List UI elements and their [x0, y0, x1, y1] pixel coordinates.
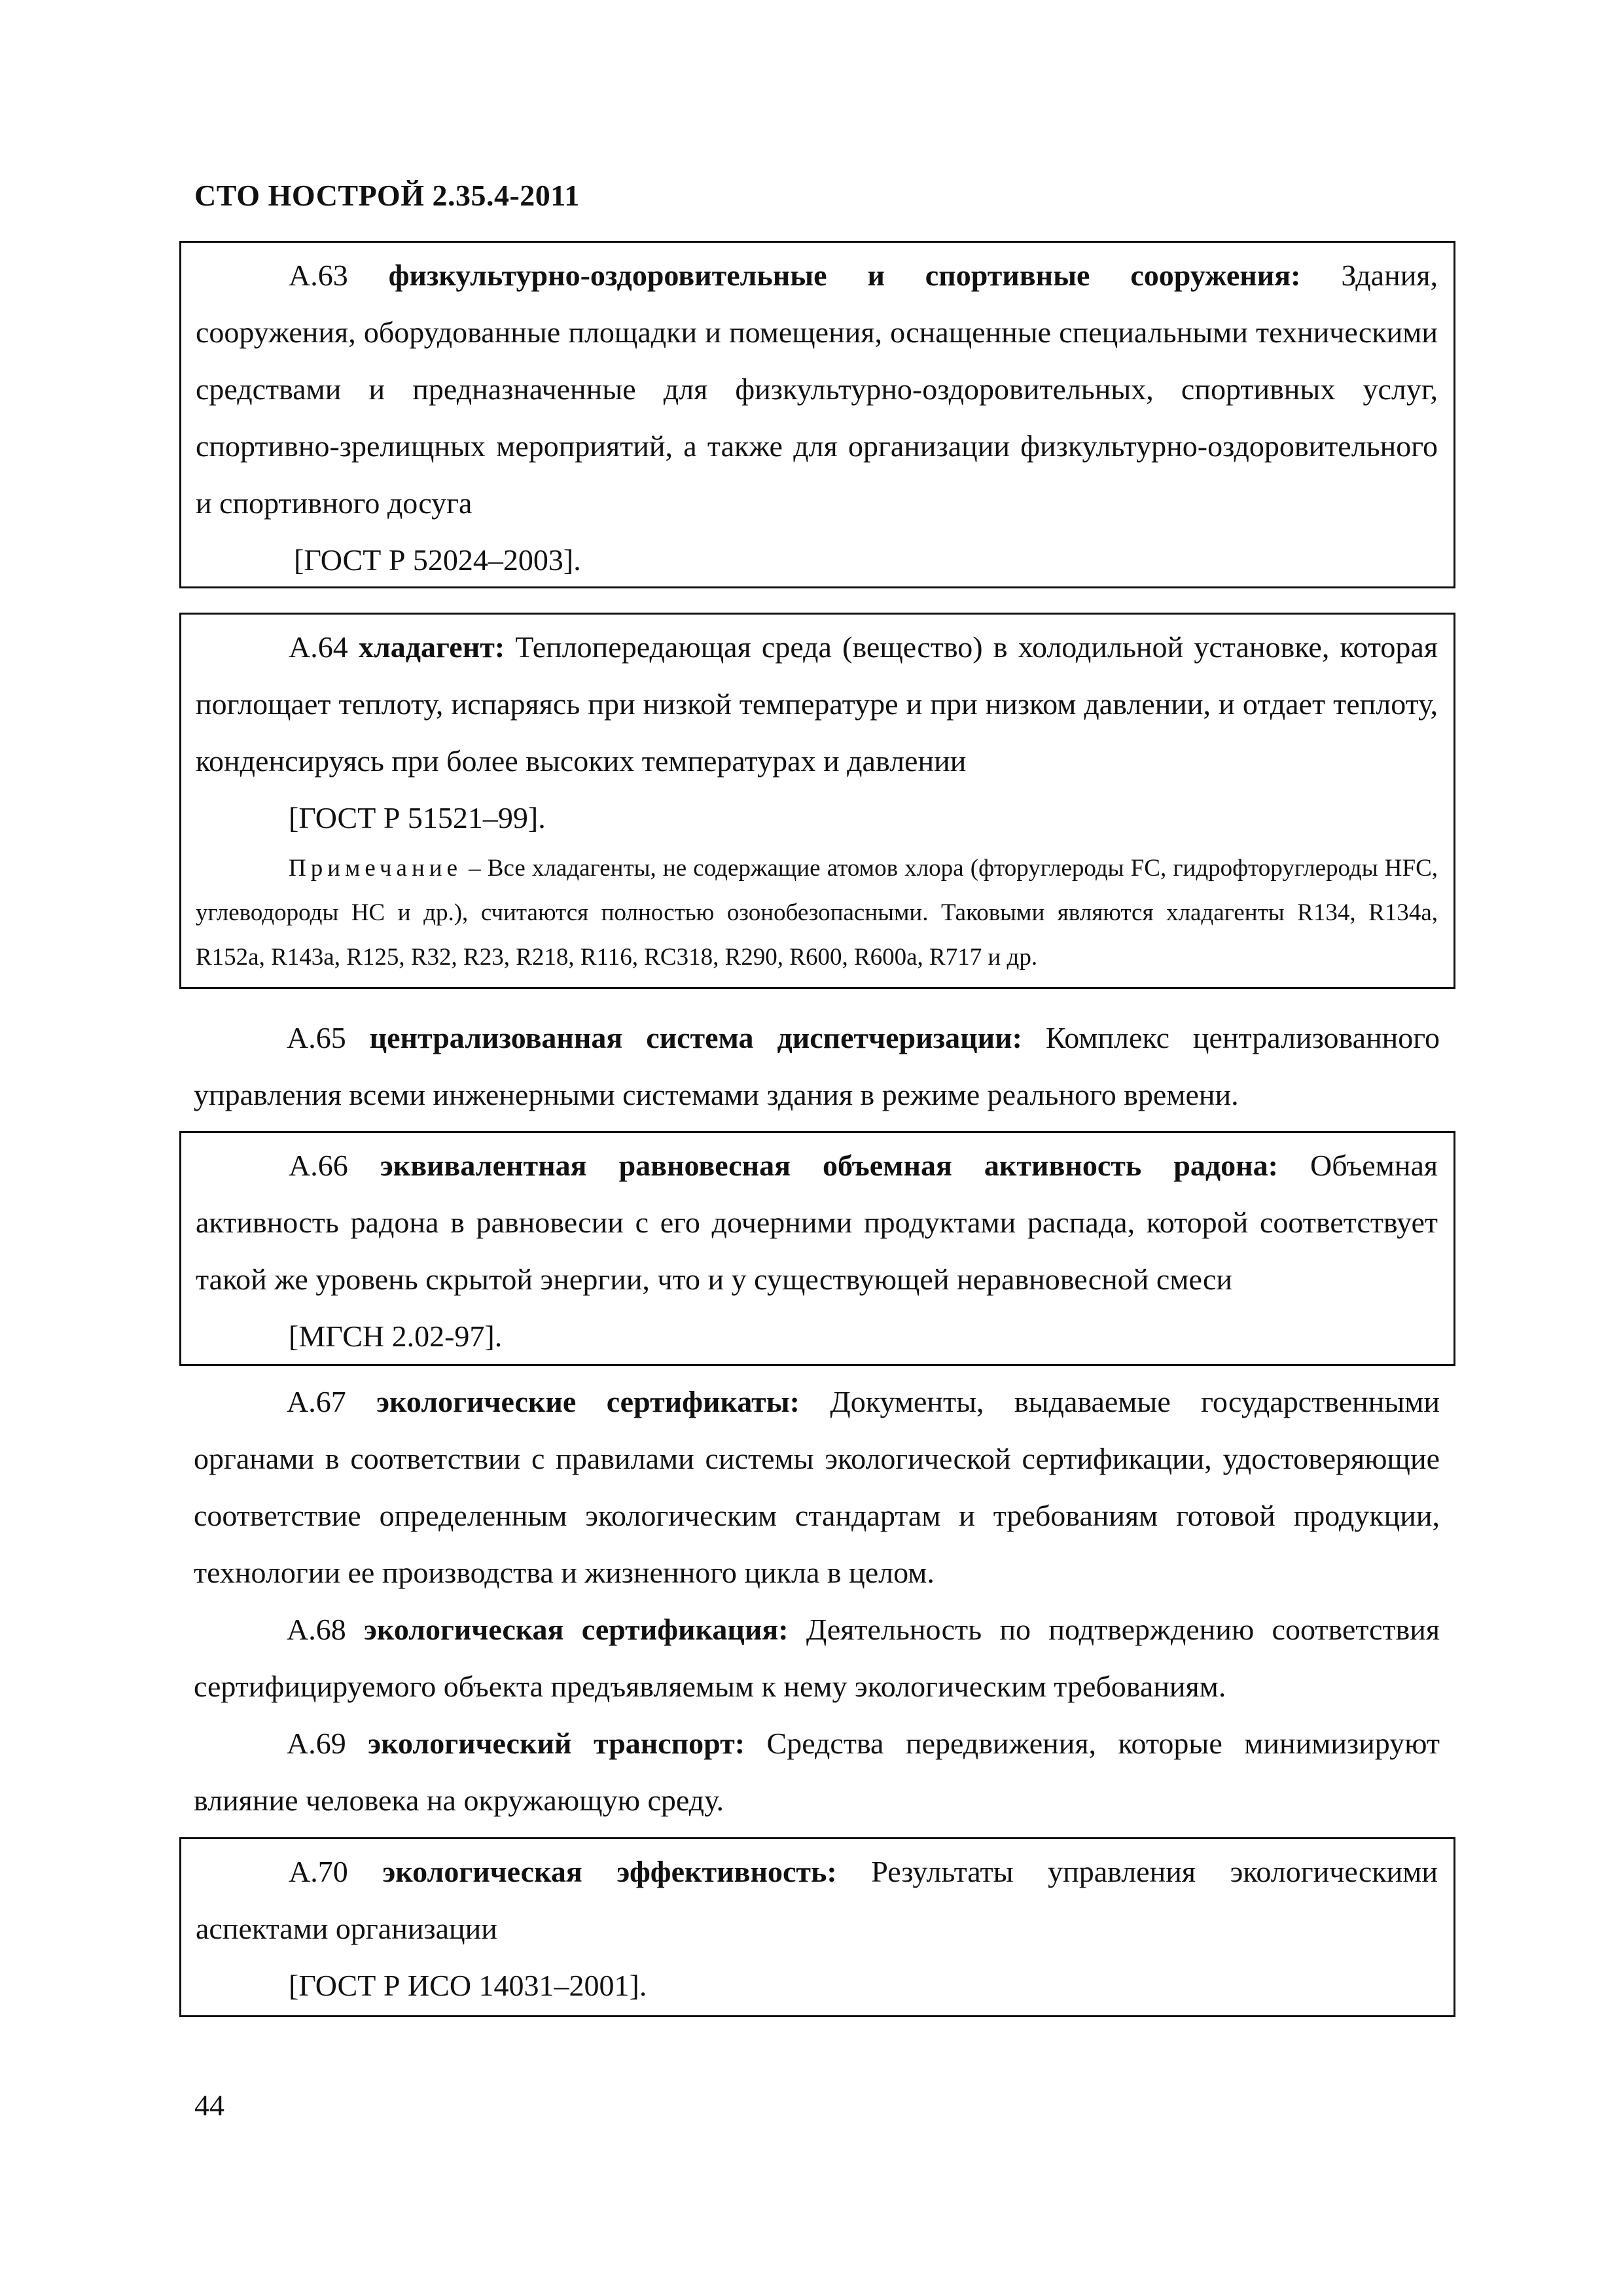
note-text: – Все хладагенты, не содержащие атомов хлора (фторуглероды FC, гидрофторуглероды HFC, углеводороды HC и др.), считаются полностью озонобезопасными. Таковыми являются хладагенты R134, R134a, R152a, R143a, R125, R32, R23, R218, R116, RC318, R290, R600, R600a, R717 и др. — [196, 855, 1438, 971]
term-number: А.69 — [287, 1727, 346, 1760]
term-title: экологическая сертификация: — [364, 1613, 789, 1646]
term-box-a64 — [179, 613, 1455, 989]
term-definition: Документы, выдаваемые государственными органами в соответствии с правилами системы экологической сертификации, удостоверяющие соответствие определенным экологическим стандартам и требованиям готовой продукции, технологии ее производства и жизненного цикла в целом. — [194, 1385, 1440, 1589]
term-box-a63 — [179, 241, 1455, 588]
term-title: хладагент: — [358, 630, 505, 664]
term-reference: [ГОСТ Р 52024–2003]. — [294, 543, 581, 577]
term-definition: Комплекс централизованного управления всеми инженерными системами здания в режиме реального времени. — [194, 1021, 1440, 1111]
term-number: А.63 — [289, 259, 348, 292]
term-paragraph — [196, 1843, 1438, 1957]
term-title: централизованная система диспетчеризации: — [369, 1021, 1022, 1054]
term-title: экологическая эффективность: — [382, 1855, 837, 1888]
term-definition: Здания, сооружения, оборудованные площадки и помещения, оснащенные специальными техническими средствами и предназначенные для физкультурно-оздоровительных, спортивных услуг, спортивно-зрелищных мероприятий, а также для организации физкультурно-оздоровительного и спортивного досуга — [196, 259, 1438, 520]
term-definition: Деятельность по подтверждению соответствия сертифицируемого объекта предъявляемым к нему экологическим требованиям. — [194, 1613, 1440, 1703]
term-paragraph — [194, 1373, 1440, 1601]
term-definition: Теплопередающая среда (вещество) в холодильной установке, которая поглощает теплоту, испаряясь при низкой температуре и при низком давлении, и отдает теплоту, конденсируясь при более высоких температурах и давлении — [196, 630, 1438, 778]
term-title: экологические сертификаты: — [376, 1385, 800, 1418]
term-paragraph — [194, 1009, 1440, 1123]
term-title: эквивалентная равновесная объемная активность радона: — [380, 1149, 1278, 1182]
term-paragraph — [196, 619, 1438, 789]
term-number: А.66 — [289, 1149, 348, 1182]
term-number: А.67 — [287, 1385, 346, 1418]
term-block-a67-a69 — [179, 1373, 1455, 1829]
term-paragraph — [194, 1715, 1440, 1829]
term-note — [196, 846, 1438, 980]
term-paragraph — [196, 247, 1438, 531]
document-header: СТО НОСТРОЙ 2.35.4-2011 — [194, 179, 580, 212]
term-number: А.70 — [289, 1855, 348, 1888]
term-definition: Средства передвижения, которые минимизируют влияние человека на окружающую среду. — [194, 1727, 1440, 1817]
term-number: А.64 — [289, 630, 348, 664]
term-box-a66 — [179, 1131, 1455, 1366]
term-title: экологический транспорт: — [368, 1727, 745, 1760]
term-reference: [ГОСТ Р 51521–99]. — [289, 801, 546, 834]
term-title: физкультурно-оздоровительные и спортивные сооружения: — [388, 259, 1301, 292]
term-box-a70 — [179, 1837, 1455, 2017]
term-reference: [ГОСТ Р ИСО 14031–2001]. — [289, 1969, 647, 2002]
term-number: А.68 — [287, 1613, 346, 1646]
note-label: Примечание — [289, 855, 462, 882]
term-block-a65 — [179, 1009, 1455, 1123]
term-reference: [МГСН 2.02-97]. — [289, 1319, 503, 1353]
page-number: 44 — [194, 2089, 224, 2122]
term-paragraph — [194, 1601, 1440, 1715]
term-paragraph — [196, 1137, 1438, 1308]
term-definition: Объемная активность радона в равновесии с его дочерними продуктами распада, которой соответствует такой же уровень скрытой энергии, что и у существующей неравновесной смеси — [196, 1149, 1438, 1296]
term-number: А.65 — [287, 1021, 346, 1054]
term-definition: Результаты управления экологическими аспектами организации — [196, 1855, 1438, 1945]
